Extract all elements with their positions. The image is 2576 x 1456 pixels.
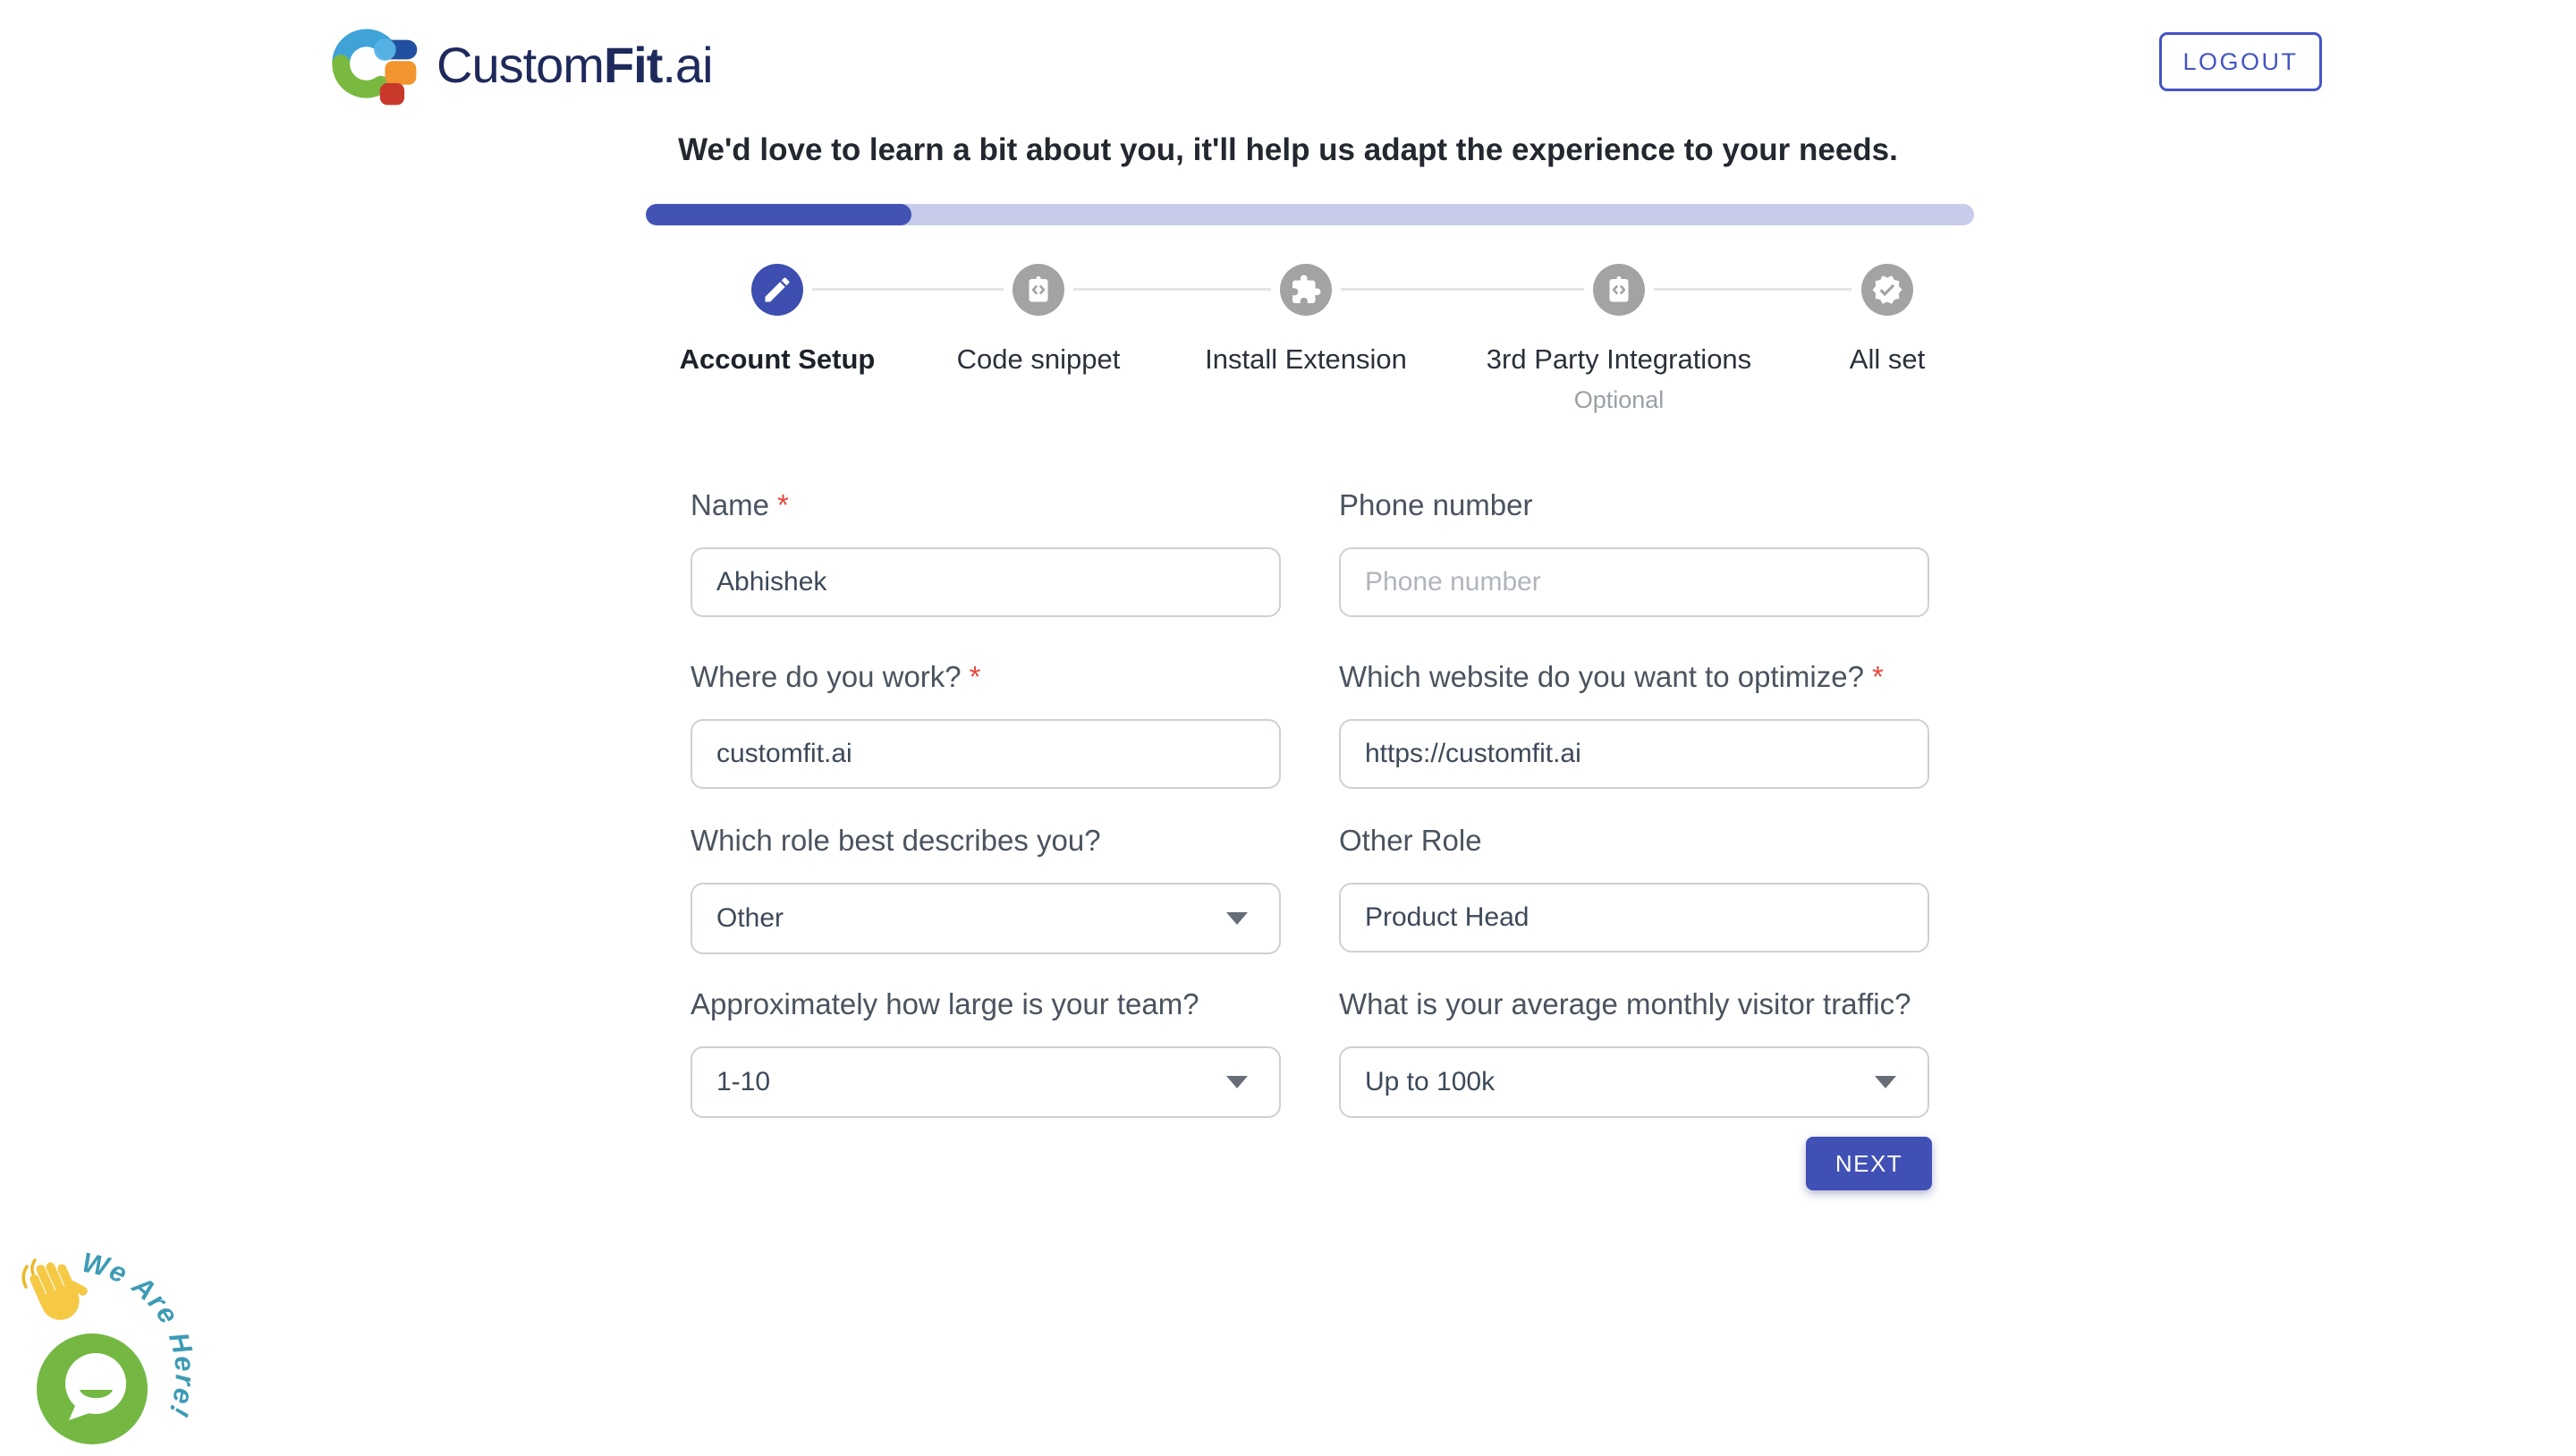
workplace-label: Where do you work? * — [691, 660, 981, 693]
role-select[interactable] — [691, 883, 1281, 954]
step-all-set-circle — [1861, 264, 1913, 316]
traffic-select[interactable] — [1339, 1046, 1929, 1118]
customfit-logo-icon — [329, 23, 422, 107]
team-size-field — [691, 986, 1281, 1118]
required-asterisk: * — [777, 488, 789, 521]
team-size-select[interactable] — [691, 1046, 1281, 1118]
required-asterisk: * — [1871, 660, 1884, 693]
chevron-down-icon — [1226, 1076, 1248, 1088]
progress-fill — [646, 204, 911, 225]
role-select-value: Other — [716, 903, 784, 933]
name-label: Name * — [691, 488, 789, 521]
website-label: Which website do you want to optimize? * — [1339, 660, 1884, 693]
role-field — [691, 823, 1281, 954]
next-button[interactable]: NEXT — [1806, 1137, 1932, 1190]
step-label: Install Extension — [1205, 343, 1407, 375]
customfit-logo[interactable] — [329, 23, 713, 107]
onboarding-panel — [646, 204, 1974, 1259]
step-account-setup-circle — [751, 264, 803, 316]
step-install-extension-circle — [1280, 264, 1332, 316]
page-title: We'd love to learn a bit about you, it'll help us adapt the experience to your needs. — [678, 132, 1898, 167]
workplace-input[interactable] — [691, 719, 1281, 789]
role-label: Which role best describes you? — [691, 824, 1101, 857]
required-asterisk: * — [969, 660, 981, 693]
traffic-label: What is your average monthly visitor traffic? — [1339, 987, 1911, 1020]
phone-label: Phone number — [1339, 488, 1533, 521]
name-input[interactable] — [691, 547, 1281, 617]
phone-input[interactable] — [1339, 547, 1929, 617]
chevron-down-icon — [1875, 1076, 1896, 1088]
step-label: All set — [1849, 343, 1926, 375]
traffic-select-value: Up to 100k — [1365, 1067, 1496, 1096]
step-all-set — [1699, 264, 2075, 376]
chat-launcher-button[interactable] — [37, 1333, 148, 1444]
workplace-field — [691, 659, 1281, 789]
other-role-label: Other Role — [1339, 824, 1482, 857]
step-label: Account Setup — [679, 343, 876, 375]
step-code-snippet-circle — [1013, 264, 1064, 316]
chevron-down-icon — [1226, 912, 1248, 925]
chat-bubble-icon — [37, 1333, 148, 1444]
step-3rd-party-integrations-circle — [1593, 264, 1645, 316]
name-field — [691, 487, 1281, 617]
code-snippet-icon — [1022, 274, 1055, 306]
website-field — [1339, 659, 1929, 789]
website-input[interactable] — [1339, 719, 1929, 789]
puzzle-icon — [1290, 274, 1322, 306]
step-label: 3rd Party Integrations — [1486, 343, 1752, 375]
pencil-icon — [761, 274, 793, 306]
team-size-label: Approximately how large is your team? — [691, 987, 1199, 1020]
other-role-field — [1339, 823, 1929, 952]
step-label: Code snippet — [956, 343, 1121, 375]
traffic-field — [1339, 986, 1929, 1118]
other-role-input[interactable] — [1339, 883, 1929, 952]
customfit-logo-text: CustomFit.ai — [436, 37, 713, 93]
progress-bar — [646, 204, 1974, 225]
integrations-icon — [1603, 274, 1635, 306]
phone-field — [1339, 487, 1929, 617]
team-size-select-value: 1-10 — [716, 1067, 771, 1096]
step-sublabel-optional: Optional — [1573, 386, 1665, 413]
svg-text:We Are Here!: We Are Here! — [79, 1246, 201, 1423]
logout-button[interactable]: LOGOUT — [2159, 32, 2322, 91]
check-seal-icon — [1871, 274, 1903, 306]
